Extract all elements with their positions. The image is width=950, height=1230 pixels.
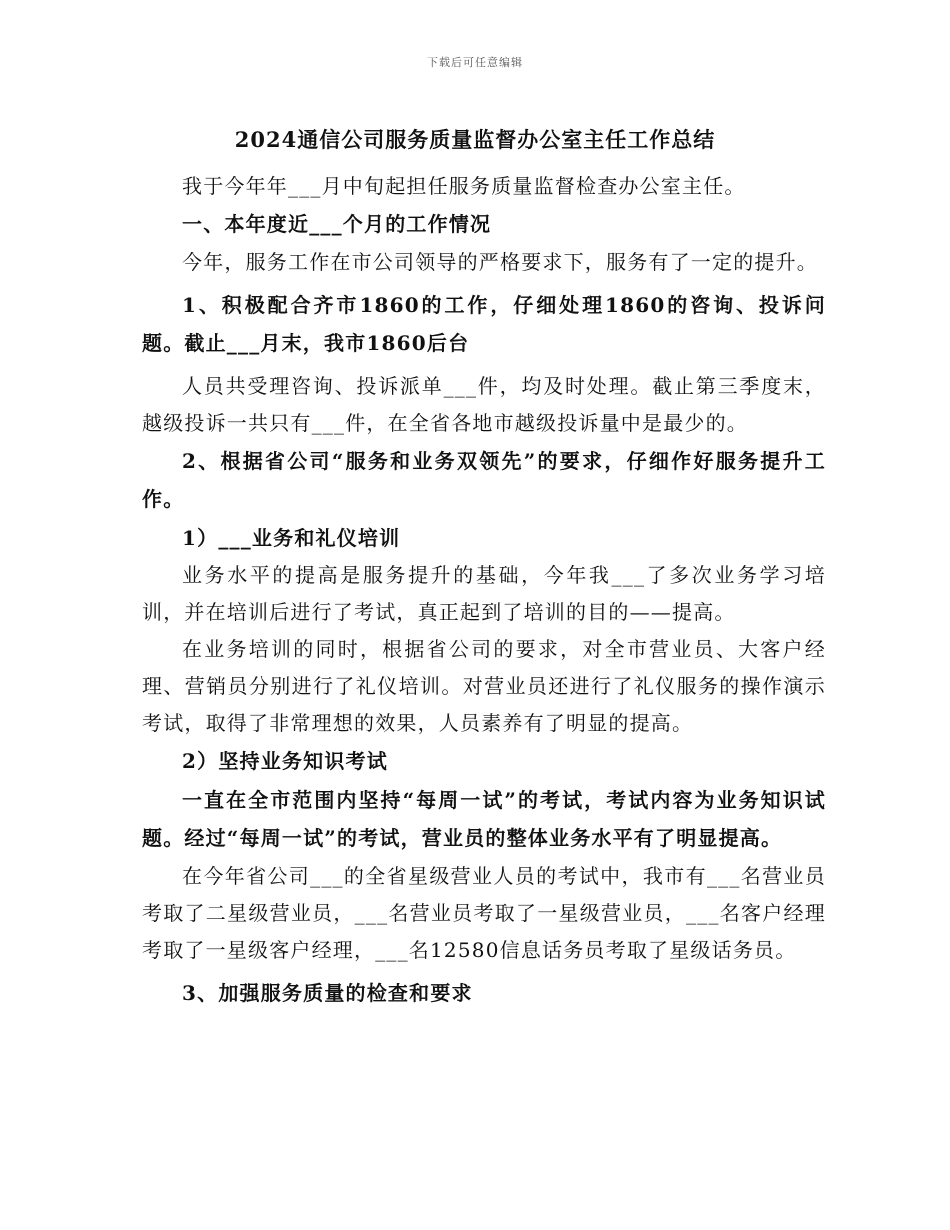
- paragraph: 今年，服务工作在市公司领导的严格要求下，服务有了一定的提升。: [182, 249, 818, 274]
- paragraph: 业务水平的提高是服务提升的基础，今年我___了多次业务学习培训，并在培训后进行了考试，真正起到了培训的目的——提高。: [142, 563, 826, 624]
- document-body: [142, 168, 826, 1012]
- paragraph: 在业务培训的同时，根据省公司的要求，对全市营业员、大客户经理、营销员分别进行了礼仪培训。对营业员还进行了礼仪服务的操作演示考试，取得了非常理想的效果，人员素养有了明显的提高。: [142, 637, 826, 735]
- header-note: 下载后可任意编辑: [427, 56, 523, 69]
- paragraph: 人员共受理咨询、投诉派单___件，均及时处理。截止第三季度末，越级投诉一共只有___件，在全省各地市越级投诉量中是最少的。: [142, 373, 826, 435]
- subsection-heading: 3、加强服务质量的检查和要求: [182, 980, 473, 1005]
- subsection-heading: 1、积极配合齐市1860的工作，仔细处理1860的咨询、投诉问题。截止___月末，我市1860后台: [142, 292, 826, 355]
- section-heading-1: 一、本年度近___个月的工作情况: [182, 212, 492, 236]
- item-heading: 2）坚持业务知识考试: [182, 749, 388, 773]
- subsection-heading: 2、根据省公司“服务和业务双领先”的要求，仔细作好服务提升工作。: [142, 448, 826, 511]
- item-heading: 1）___业务和礼仪培训: [182, 525, 401, 550]
- paragraph-bold: 一直在全市范围内坚持“每周一试”的考试，考试内容为业务知识试题。经过“每周一试”的考试，营业员的整体业务水平有了明显提高。: [142, 787, 826, 850]
- paragraph: 在今年省公司___的全省星级营业人员的考试中，我市有___名营业员考取了二星级营业员，___名营业员考取了一星级营业员，___名客户经理考取了一星级客户经理，___名12580信息话务员考取了星级话务员。: [142, 863, 826, 962]
- paragraph-intro: 我于今年年___月中旬起担任服务质量监督检查办公室主任。: [182, 174, 746, 198]
- document-title: 2024通信公司服务质量监督办公室主任工作总结: [234, 127, 716, 152]
